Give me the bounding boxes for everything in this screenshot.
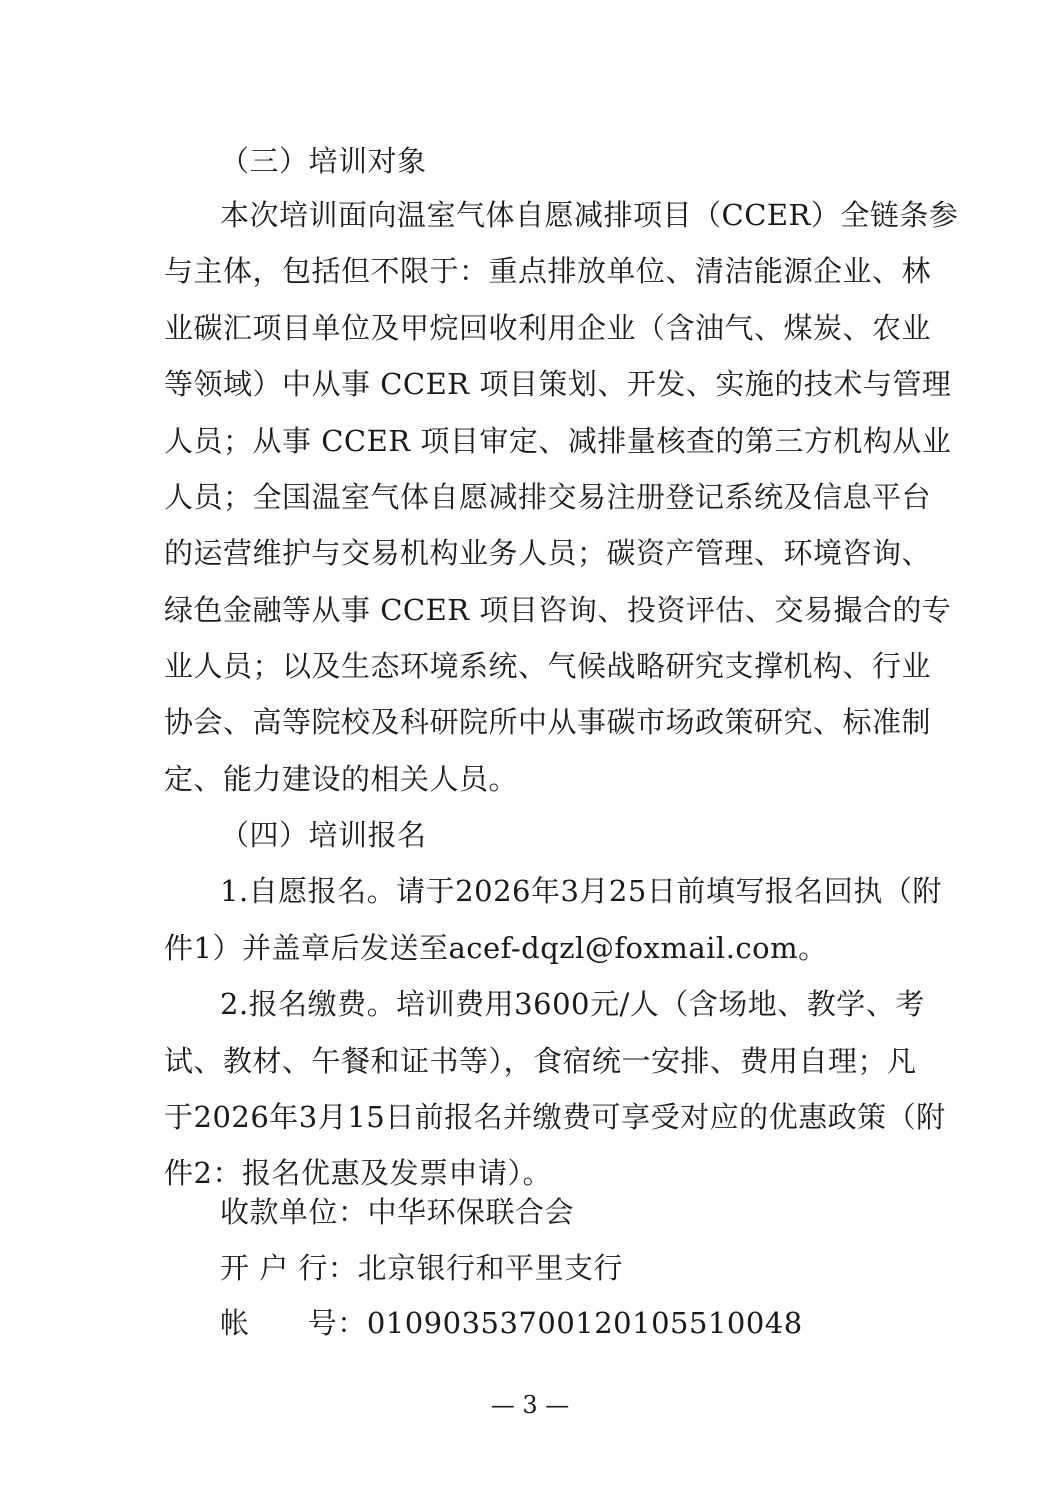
section-4-item-2-line-4: 件2：报名优惠及发票申请）。 bbox=[164, 1156, 552, 1190]
account-label: 帐 号： bbox=[220, 1306, 367, 1340]
section-3-heading: （三）培训对象 bbox=[220, 144, 427, 178]
payee-row bbox=[220, 1194, 574, 1230]
section-4-item-2-line-1: 2.报名缴费。培训费用3600元/人（含场地、教学、考 bbox=[220, 987, 925, 1021]
section-3-line-3: 业碳汇项目单位及甲烷回收利用企业（含油气、煤炭、农业 bbox=[164, 311, 932, 345]
account-value: 01090353700120105510048 bbox=[366, 1306, 803, 1340]
section-3-line-1: 本次培训面向温室气体自愿减排项目（CCER）全链条参 bbox=[220, 198, 959, 232]
section-3-line-9: 业人员；以及生态环境系统、气候战略研究支撑机构、行业 bbox=[164, 649, 932, 683]
account-row bbox=[220, 1305, 803, 1341]
payee-value: 中华环保联合会 bbox=[367, 1195, 575, 1229]
section-3-line-8: 绿色金融等从事 CCER 项目咨询、投资评估、交易撮合的专 bbox=[164, 593, 952, 627]
section-4-item-1-line-1: 1.自愿报名。请于2026年3月25日前填写报名回执（附 bbox=[220, 874, 942, 908]
bank-value: 北京银行和平里支行 bbox=[357, 1251, 623, 1285]
section-3-line-2: 与主体，包括但不限于：重点排放单位、清洁能源企业、林 bbox=[164, 254, 932, 288]
section-3-line-4: 等领域）中从事 CCER 项目策划、开发、实施的技术与管理 bbox=[164, 367, 952, 401]
section-3-line-10: 协会、高等院校及科研院所中从事碳市场政策研究、标准制 bbox=[164, 705, 932, 739]
section-4-heading: （四）培训报名 bbox=[220, 818, 427, 852]
section-4-item-2-line-2: 试、教材、午餐和证书等），食宿统一安排、费用自理；凡 bbox=[164, 1044, 917, 1078]
section-3-line-7: 的运营维护与交易机构业务人员；碳资产管理、环境咨询、 bbox=[164, 536, 932, 570]
section-3-line-5: 人员；从事 CCER 项目审定、减排量核查的第三方机构从业 bbox=[164, 424, 952, 458]
section-4-item-2-line-3: 于2026年3月15日前报名并缴费可享受对应的优惠政策（附 bbox=[164, 1100, 946, 1134]
payee-label: 收款单位： bbox=[220, 1195, 368, 1229]
bank-row bbox=[220, 1250, 623, 1286]
section-3-line-11: 定、能力建设的相关人员。 bbox=[164, 762, 519, 796]
section-4-item-1-line-2: 件1）并盖章后发送至acef-dqzl@foxmail.com。 bbox=[164, 931, 828, 965]
page-number: — 3 — bbox=[490, 1391, 570, 1419]
section-3-line-6: 人员；全国温室气体自愿减排交易注册登记系统及信息平台 bbox=[164, 480, 932, 514]
bank-label: 开 户 行： bbox=[220, 1251, 358, 1285]
